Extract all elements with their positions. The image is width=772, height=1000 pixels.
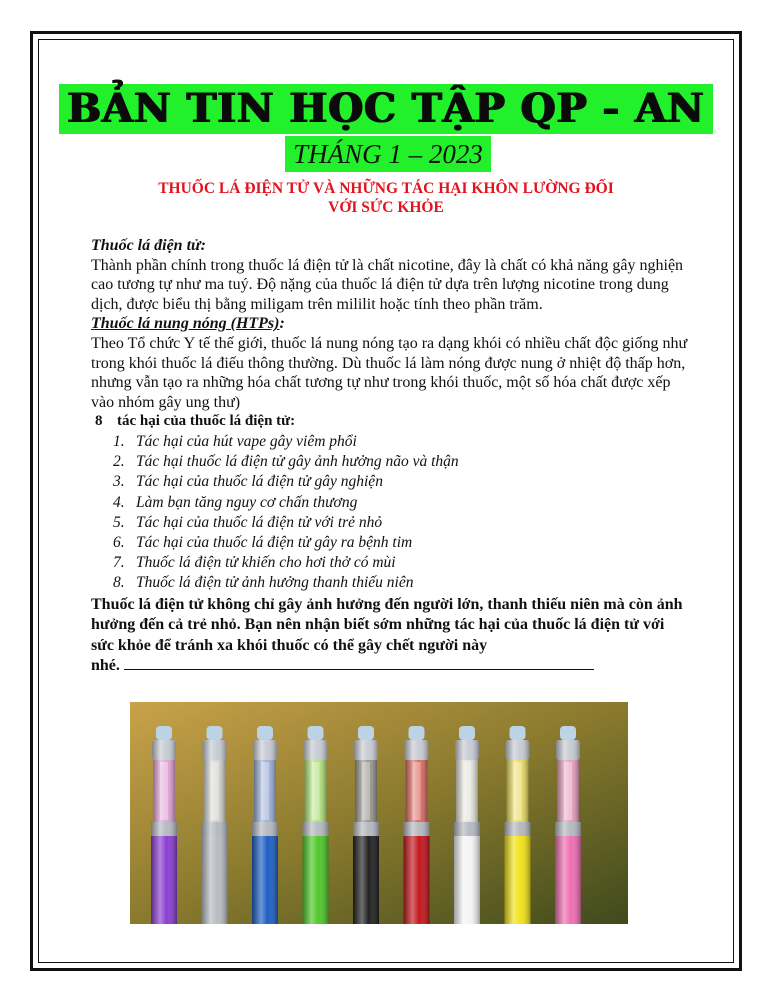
pen-ring-shade: [454, 822, 480, 836]
e-cigarette-pens-photo: [130, 702, 628, 924]
list-item-number: 4.: [113, 493, 125, 511]
list-item: [91, 452, 691, 472]
pen-drip-tip: [207, 726, 223, 740]
pen-cap-shade: [253, 740, 277, 760]
list-item: [91, 533, 691, 553]
pen-battery-shade: [454, 836, 480, 924]
pen-tank-shade: [557, 760, 579, 822]
underline-rule: [124, 656, 594, 670]
pen-ring-shade: [303, 822, 329, 836]
pen-ring-shade: [252, 822, 278, 836]
pen-battery-shade: [252, 836, 278, 924]
list-item: [91, 493, 691, 513]
section-text-ecig: Thành phần chính trong thuốc lá điện tử là chất nicotine, đây là chất có khả năng gây nghiện cao tương tự như ma tuý. Độ nặng của thuốc lá điện tử dựa trên lượng nicotine trong dung dịch, được biểu thị bằng miligam trên mililit hoặc tính theo phần trăm.: [91, 256, 684, 313]
pen-ring-shade: [151, 822, 177, 836]
conclusion: [91, 595, 691, 677]
pen-battery-shade: [353, 836, 379, 924]
pen-cap-shade: [152, 740, 176, 760]
pen-battery-shade: [151, 836, 177, 924]
list-item: [91, 573, 691, 593]
list-item: [91, 432, 691, 452]
pen-drip-tip: [459, 726, 475, 740]
pen-cap-shade: [455, 740, 479, 760]
list-item-number: 6.: [113, 533, 125, 551]
pen-drip-tip: [510, 726, 526, 740]
bulletin-month: THÁNG 1 – 2023: [285, 136, 491, 172]
pen-drip-tip: [308, 726, 324, 740]
pen-drip-tip: [358, 726, 374, 740]
list-item-text: Tác hại của thuốc lá điện tử gây ra bệnh tim: [136, 533, 413, 551]
pen-battery-shade: [202, 836, 228, 924]
bulletin-title-row: [0, 84, 772, 134]
harms-count: 8: [95, 413, 103, 430]
list-item-number: 5.: [113, 513, 125, 531]
pen-tank-shade: [204, 760, 226, 822]
pen-battery-shade: [303, 836, 329, 924]
pen-drip-tip: [156, 726, 172, 740]
pen-ring-shade: [555, 822, 581, 836]
pen-cap-shade: [304, 740, 328, 760]
pen-ring-shade: [202, 822, 228, 836]
bulletin-title: BẢN TIN HỌC TẬP QP - AN: [59, 84, 712, 134]
pen-ring-shade: [505, 822, 531, 836]
pen-battery-shade: [505, 836, 531, 924]
list-item-text: Tác hại thuốc lá điện tử gây ảnh hưởng não và thận: [136, 453, 459, 471]
pen-drip-tip: [560, 726, 576, 740]
section-title-ecig: Thuốc lá điện tử:: [91, 237, 206, 254]
list-item: [91, 553, 691, 573]
list-item-number: 8.: [113, 574, 125, 592]
section-title-htps: [91, 314, 691, 334]
harms-heading-text: tác hại của thuốc lá điện tử:: [117, 413, 296, 430]
article-body: [91, 236, 691, 677]
pen-tank-shade: [305, 760, 327, 822]
pen-cap-shade: [556, 740, 580, 760]
e-cigarette-pens-image: [130, 702, 628, 924]
conclusion-end: nhé.: [91, 657, 120, 675]
section-text-htps: Theo Tổ chức Y tế thế giới, thuốc lá nung nóng tạo ra dạng khói có nhiều chất độc giống như trong khói thuốc lá điếu thông thường. Dù thuốc lá làm nóng được nung ở nhiệt độ thấp hơn, nhưng vẫn tạo ra những hóa chất tương tự như trong khói thuốc, một số hóa chất được xếp vào nhóm gây ung thư): [91, 334, 688, 411]
list-item-text: Tác hại của hút vape gây viêm phổi: [136, 432, 357, 450]
list-item-number: 3.: [113, 473, 125, 491]
pen-ring-shade: [353, 822, 379, 836]
list-item-number: 2.: [113, 453, 125, 471]
pen-tank-shade: [507, 760, 529, 822]
list-item-number: 7.: [113, 554, 125, 572]
bulletin-month-row: [0, 136, 772, 172]
list-item-text: Tác hại của thuốc lá điện tử gây nghiện: [136, 473, 383, 491]
pen-tank-shade: [456, 760, 478, 822]
pen-cap-shade: [203, 740, 227, 760]
pen-battery-shade: [404, 836, 430, 924]
list-item-number: 1.: [113, 432, 125, 450]
section-title-htps-colon: :: [279, 315, 285, 333]
section-title-htps-text: Thuốc lá nung nóng (HTPs): [91, 315, 280, 333]
list-item: [91, 513, 691, 533]
pen-ring-shade: [404, 822, 430, 836]
list-item: [91, 472, 691, 492]
list-item-text: Tác hại của thuốc lá điện tử với trẻ nhỏ: [136, 513, 383, 531]
harms-heading: [95, 412, 691, 432]
pen-tank-shade: [153, 760, 175, 822]
list-item-text: Thuốc lá điện tử ảnh hưởng thanh thiếu niên: [136, 574, 414, 592]
pen-drip-tip: [409, 726, 425, 740]
pen-cap-shade: [354, 740, 378, 760]
pen-tank-shade: [254, 760, 276, 822]
harms-list: [91, 432, 691, 594]
list-item-text: Thuốc lá điện tử khiến cho hơi thở có mùi: [136, 554, 396, 572]
list-item-text: Làm bạn tăng nguy cơ chấn thương: [136, 493, 358, 511]
pen-battery-shade: [555, 836, 581, 924]
article-headline: THUỐC LÁ ĐIỆN TỬ VÀ NHỮNG TÁC HẠI KHÔN LƯỜNG ĐỐI VỚI SỨC KHỎE: [158, 180, 614, 216]
pen-cap-shade: [506, 740, 530, 760]
pen-tank-shade: [406, 760, 428, 822]
conclusion-text: Thuốc lá điện tử không chỉ gây ảnh hưởng đến người lớn, thanh thiếu niên mà còn ảnh hưởng đến cả trẻ nhỏ. Bạn nên nhận biết sớm những tác hại của thuốc lá điện tử với sức khỏe để tránh xa khói thuốc có thể gây chết người này: [91, 595, 683, 654]
pen-drip-tip: [257, 726, 273, 740]
pen-cap-shade: [405, 740, 429, 760]
pen-tank-shade: [355, 760, 377, 822]
